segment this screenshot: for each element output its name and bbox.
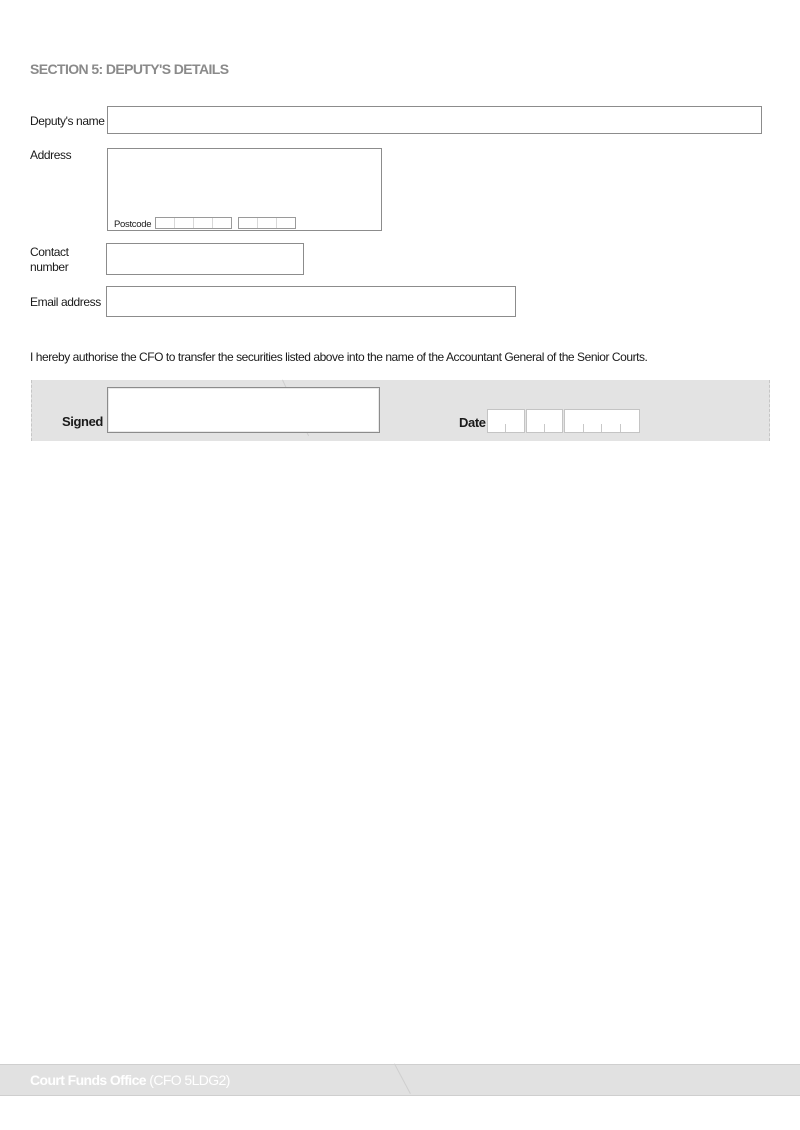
- footer-code: (CFO 5LDG2): [149, 1072, 230, 1088]
- footer: [30, 1072, 230, 1088]
- signed-label: Signed: [62, 414, 103, 429]
- date-label: Date: [459, 415, 486, 430]
- postcode-label: Postcode: [114, 219, 152, 230]
- date-year-cells[interactable]: [564, 409, 640, 433]
- deputy-name-field[interactable]: [107, 106, 762, 134]
- deputy-name-label: Deputy's name: [30, 114, 105, 128]
- section-title: SECTION 5: DEPUTY'S DETAILS: [30, 61, 229, 77]
- contact-number-field[interactable]: [106, 243, 304, 275]
- postcode-outward-cells[interactable]: [155, 217, 232, 229]
- contact-label-line1: Contact: [30, 245, 69, 259]
- contact-number-label: [30, 245, 69, 275]
- contact-label-line2: number: [30, 260, 69, 274]
- footer-org: Court Funds Office: [30, 1072, 146, 1088]
- signature-box[interactable]: [107, 387, 380, 433]
- address-field[interactable]: [107, 148, 382, 231]
- address-label: Address: [30, 148, 72, 162]
- date-month-cells[interactable]: [526, 409, 563, 433]
- authorisation-statement: I hereby authorise the CFO to transfer the securities listed above into the name of the Accountant General of the Senior Courts.: [30, 350, 648, 364]
- postcode-inward-cells[interactable]: [238, 217, 296, 229]
- email-address-field[interactable]: [106, 286, 516, 317]
- email-address-label: Email address: [30, 295, 101, 309]
- date-day-cells[interactable]: [487, 409, 525, 433]
